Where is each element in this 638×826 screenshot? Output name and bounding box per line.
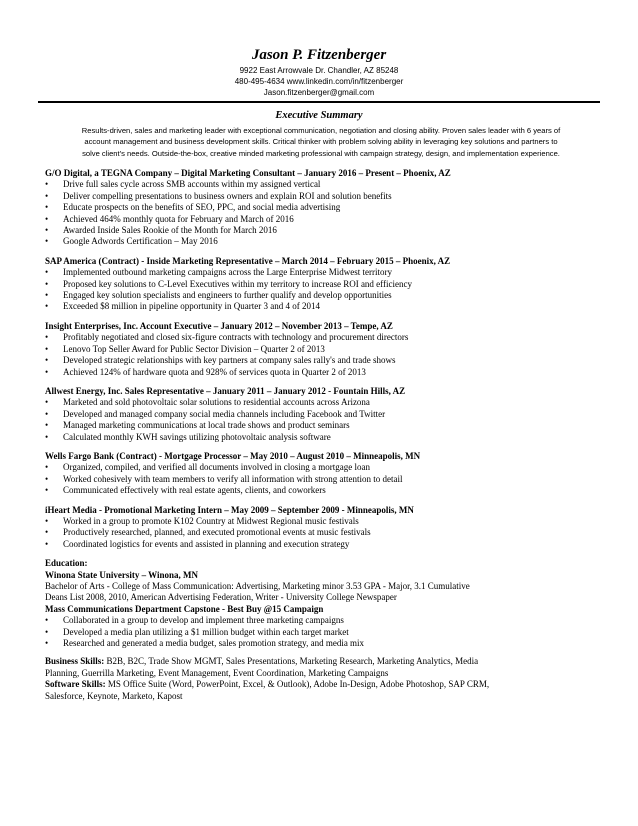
list-item: • Engaged key solution specialists and engineers to further qualify and develop opportunities bbox=[45, 290, 605, 301]
skills-section bbox=[45, 656, 605, 702]
job-bullets bbox=[45, 332, 605, 378]
capstone-bullets bbox=[45, 615, 605, 649]
summary-line: solve client's needs. Outside-the-box, creative minded marketing professional with campaign strategy, design, and implementation experience. bbox=[82, 148, 560, 158]
list-item: • Proposed key solutions to C-Level Executives within my territory to increase ROI and efficiency bbox=[45, 279, 605, 290]
honors-line: Deans List 2008, 2010, American Advertising Federation, Writer - University College Newspaper bbox=[45, 592, 397, 603]
degree-line: Bachelor of Arts - College of Mass Communication: Advertising, Marketing minor 3.53 GPA - Major, 3.1 Cumulative bbox=[45, 581, 470, 591]
list-item: • Marketed and sold photovoltaic solar solutions to residential accounts across Arizona bbox=[45, 397, 605, 408]
job-bullets bbox=[45, 462, 605, 496]
list-item: • Communicated effectively with real estate agents, clients, and coworkers bbox=[45, 485, 605, 496]
software-skills-text: MS Office Suite (Word, PowerPoint, Excel, & Outlook), Adobe In-Design, Adobe Photoshop, SAP CRM, bbox=[105, 679, 490, 690]
list-item: • Developed strategic relationships with key partners at company sales rally's and trade shows bbox=[45, 355, 605, 366]
school-name: Winona State University – Winona, MN bbox=[45, 569, 199, 580]
education-heading: Education: bbox=[45, 558, 88, 569]
job-title: SAP America (Contract) - Inside Marketing Representative – March 2014 – February 2015 – Phoenix, AZ bbox=[45, 255, 451, 266]
job-title: Wells Fargo Bank (Contract) - Mortgage Processor – May 2010 – August 2010 – Minneapolis, MN bbox=[45, 450, 421, 461]
list-item: • Developed and managed company social media channels including Facebook and Twitter bbox=[45, 409, 605, 420]
job-bullets bbox=[45, 267, 605, 313]
business-skills-label: Business Skills: bbox=[45, 656, 105, 667]
list-item: • Educate prospects on the benefits of SEO, PPC, and social media advertising bbox=[45, 202, 605, 213]
job-wells-fargo bbox=[45, 451, 605, 497]
email-line: Jason.fitzenberger@gmail.com bbox=[263, 88, 375, 97]
list-item: • Collaborated in a group to develop and implement three marketing campaigns bbox=[45, 615, 605, 626]
list-item: • Managed marketing communications at local trade shows and product seminars bbox=[45, 420, 605, 431]
list-item: • Productively researched, planned, and executed promotional events at music festivals bbox=[45, 527, 605, 538]
list-item: • Awarded Inside Sales Rookie of the Month for March 2016 bbox=[45, 225, 605, 236]
job-bullets bbox=[45, 179, 605, 247]
software-skills-label: Software Skills: bbox=[45, 679, 106, 690]
candidate-name: Jason P. Fitzenberger bbox=[251, 47, 387, 63]
summary-line: Results-driven, sales and marketing leader with exceptional communication, negotiation and closing ability. Proven sales leader with 6 years of bbox=[81, 126, 561, 135]
list-item: • Researched and generated a media budget, sales promotion strategy, and media mix bbox=[45, 638, 605, 649]
summary-heading: Executive Summary bbox=[275, 110, 363, 121]
business-skills-line-2: Planning, Guerrilla Marketing, Event Management, Event Coordination, Marketing Campaigns bbox=[45, 667, 389, 678]
header-divider bbox=[38, 101, 600, 103]
job-bullets bbox=[45, 516, 605, 550]
job-insight bbox=[45, 321, 605, 378]
job-allwest bbox=[45, 386, 605, 443]
job-title: Insight Enterprises, Inc. Account Executive – January 2012 – November 2013 – Tempe, AZ bbox=[45, 320, 393, 331]
list-item: • Lenovo Top Seller Award for Public Sector Division – Quarter 2 of 2013 bbox=[45, 344, 605, 355]
job-title: G/O Digital, a TEGNA Company – Digital Marketing Consultant – January 2016 – Present – Phoenix, AZ bbox=[45, 168, 451, 178]
job-title: Allwest Energy, Inc. Sales Representative – January 2011 – January 2012 - Fountain Hills, AZ bbox=[45, 385, 406, 396]
job-sap bbox=[45, 256, 605, 313]
list-item: • Implemented outbound marketing campaigns across the Large Enterprise Midwest territory bbox=[45, 267, 605, 278]
list-item: • Google Adwords Certification – May 2016 bbox=[45, 236, 605, 247]
job-bullets bbox=[45, 397, 605, 443]
job-iheart bbox=[45, 505, 605, 551]
list-item: • Drive full sales cycle across SMB accounts within my assigned vertical bbox=[45, 179, 605, 190]
software-skills-line bbox=[45, 679, 605, 690]
list-item: • Exceeded $8 million in pipeline opportunity in Quarter 3 and 4 of 2014 bbox=[45, 301, 605, 312]
list-item: • Achieved 464% monthly quota for February and March of 2016 bbox=[45, 214, 605, 225]
education-section bbox=[45, 558, 605, 649]
business-skills-line bbox=[45, 656, 605, 667]
summary-line: account management and business development skills. Critical thinker with problem solving ability in leveraging key solutions and partners to bbox=[84, 137, 558, 147]
capstone-title: Mass Communications Department Capstone - Best Buy @15 Campaign bbox=[45, 603, 324, 614]
address-line: 9922 East Arrowvale Dr. Chandler, AZ 85248 bbox=[239, 66, 399, 75]
list-item: • Worked in a group to promote K102 Country at Midwest Regional music festivals bbox=[45, 516, 605, 527]
business-skills-text: B2B, B2C, Trade Show MGMT, Sales Presentations, Marketing Research, Marketing Analytics, Media bbox=[104, 656, 479, 667]
summary-text bbox=[36, 125, 606, 159]
list-item: • Organized, compiled, and verified all documents involved in closing a mortgage loan bbox=[45, 462, 605, 473]
job-title: iHeart Media - Promotional Marketing Intern – May 2009 – September 2009 - Minneapolis, MN bbox=[45, 504, 414, 515]
software-skills-line-2: Salesforce, Keynote, Marketo, Kapost bbox=[45, 690, 183, 701]
list-item: • Achieved 124% of hardware quota and 928% of services quota in Quarter 2 of 2013 bbox=[45, 367, 605, 378]
list-item: • Deliver compelling presentations to business owners and explain ROI and solution benefits bbox=[45, 191, 605, 202]
list-item: • Developed a media plan utilizing a $1 million budget within each target market bbox=[45, 627, 605, 638]
phone-website-line: 480-495-4634 www.linkedin.com/in/fitzenberger bbox=[234, 77, 404, 86]
resume-body bbox=[45, 168, 605, 702]
list-item: • Worked cohesively with team members to verify all information with strong attention to detail bbox=[45, 474, 605, 485]
list-item: • Profitably negotiated and closed six-figure contracts with technology and procurement directors bbox=[45, 332, 605, 343]
job-gannett bbox=[45, 168, 605, 248]
list-item: • Calculated monthly KWH savings utilizing photovoltaic analysis software bbox=[45, 432, 605, 443]
list-item: • Coordinated logistics for events and assisted in planning and execution strategy bbox=[45, 539, 605, 550]
